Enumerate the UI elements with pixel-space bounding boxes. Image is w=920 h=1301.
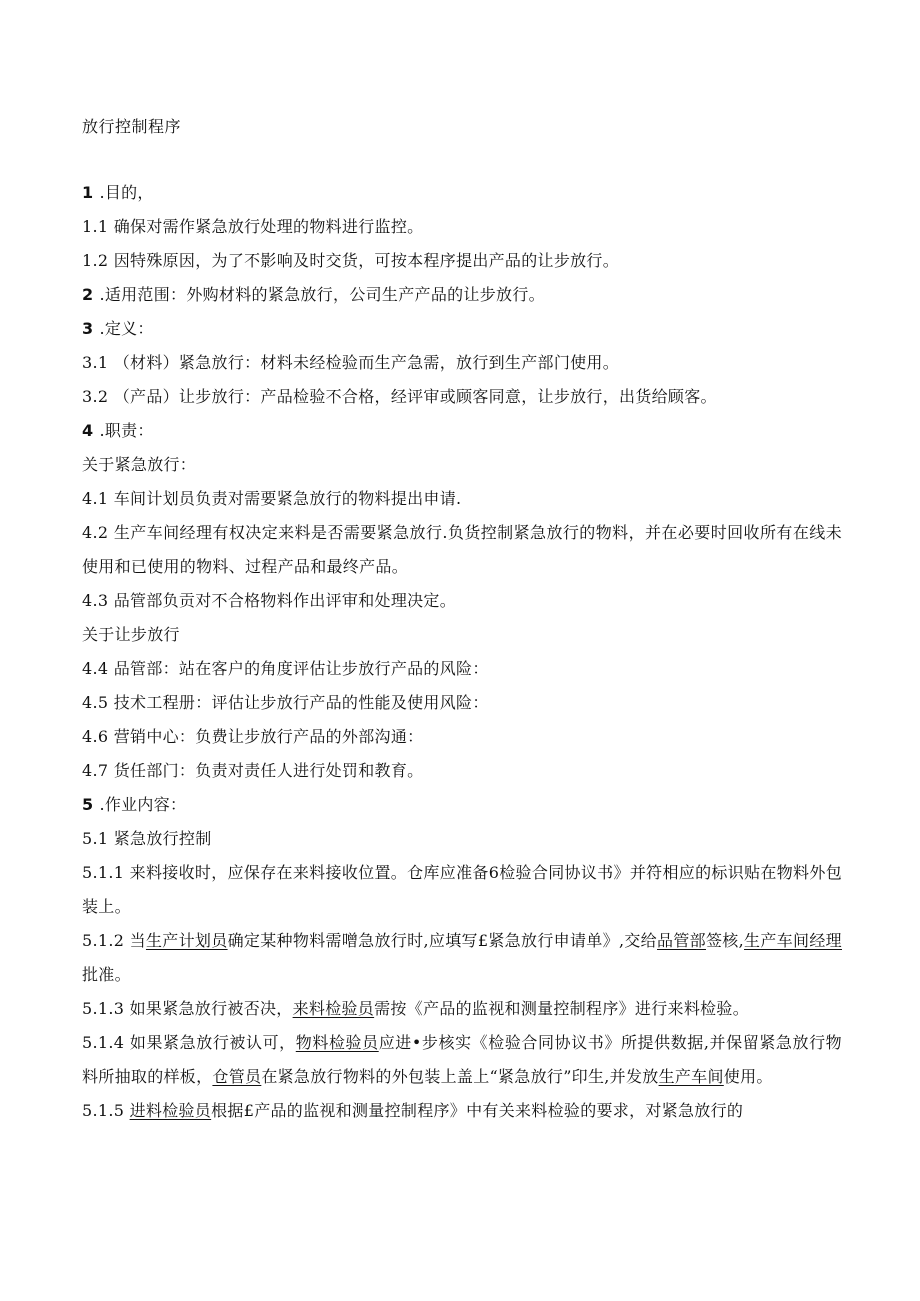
role-workshop-manager: 生产车间经理: [744, 931, 842, 950]
item-4-3: 4.3 品管部负贡对不合格物料作出评审和处理决定。: [82, 591, 457, 610]
role-material-inspector: 物料检验员: [295, 1033, 379, 1052]
item-5-1-4: [82, 1026, 842, 1094]
item-5-1-5: [82, 1094, 842, 1128]
item-3-1: 3.1 （材料）紧急放行：材料未经检验而生产急需，放行到生产部门使用。: [82, 353, 620, 372]
item-3-2: 3.2 （产品）让步放行：产品检验不合格，经评审或顾客同意，让步放行，出货给顾客。: [82, 387, 717, 406]
section-number: 5: [82, 795, 94, 814]
text-run: 确定某种物料需噌急放行时,应填写£紧急放行申请单》,交给: [227, 931, 657, 950]
section-number: 1: [82, 183, 94, 202]
section-5-heading: [82, 788, 842, 822]
item-5-1-3: [82, 992, 842, 1026]
text-run: 应进•步核实《检验合同协议书》所提供数据,并保留紧急放行物料所抽取的样板，: [82, 1033, 842, 1086]
text-run: 需按《产品的监视和测量控制程序》进行来料检验。: [374, 999, 750, 1018]
text-run: 5.1.5: [82, 1101, 130, 1120]
text-run: 批准。: [82, 965, 131, 984]
section-2-heading: [82, 278, 842, 312]
section-text: .职责：: [99, 421, 154, 440]
item-1-1: 1.1 确保对需作紧急放行处理的物料进行监控。: [82, 217, 424, 236]
text-run: 根据£产品的监视和测量控制程序》中有关来料检验的要求，对紧急放行的: [211, 1101, 744, 1120]
role-qc-dept: 品管部: [657, 931, 706, 950]
text-run: 5.1.4 如果紧急放行被认可，: [82, 1033, 296, 1052]
section-number: 4: [82, 421, 94, 440]
document-page: [82, 116, 842, 1128]
section-4-heading: [82, 414, 842, 448]
role-incoming-material-inspector: 进料检验员: [129, 1101, 212, 1120]
role-workshop: 生产车间: [658, 1067, 724, 1086]
text-run: 签核,: [705, 931, 745, 950]
role-incoming-inspector: 来料检验员: [292, 999, 375, 1018]
item-5-1-1: 5.1.1 来料接收时，应保存在来料接收位置。仓库应准备6检验合同协议书》并符相应的标识贴在物料外包装上。: [82, 863, 842, 916]
item-4-6: 4.6 营销中心：负费让步放行产品的外部沟通：: [82, 727, 424, 746]
section-1-heading: [82, 176, 842, 210]
item-4-2: 4.2 生产车间经理有权决定来料是否需要紧急放行.负货控制紧急放行的物料，并在必要时回收所有在线未使用和已使用的物料、过程产品和最终产品。: [82, 523, 842, 576]
item-1-2: 1.2 因特殊原因，为了不影响及时交货，可按本程序提出产品的让步放行。: [82, 251, 620, 270]
item-5-1-2: [82, 924, 842, 992]
item-4-1: 4.1 车间计划员负责对需要紧急放行的物料提出申请.: [82, 489, 462, 508]
item-4-5: 4.5 技术工程册：评估让步放行产品的性能及使用风险：: [82, 693, 489, 712]
section-number: 3: [82, 319, 94, 338]
item-4-7: 4.7 货任部门：负责对责任人进行处罚和教育。: [82, 761, 424, 780]
role-planner: 生产计划员: [145, 931, 228, 950]
subheading-urgent: 关于紧急放行：: [82, 455, 197, 474]
section-number: 2: [82, 285, 94, 304]
section-text: .定义：: [99, 319, 154, 338]
item-4-4: 4.4 品管部：站在客户的角度评估让步放行产品的风险：: [82, 659, 489, 678]
item-5-1: 5.1 紧急放行控制: [82, 829, 212, 848]
section-text: .目的，: [99, 183, 154, 202]
document-title: 放行控制程序: [82, 117, 182, 136]
text-run: 使用。: [723, 1067, 773, 1086]
section-text: .适用范围：外购材料的紧急放行，公司生产产品的让步放行。: [99, 285, 545, 304]
text-run: 5.1.3 如果紧急放行被否决，: [82, 999, 293, 1018]
text-run: 5.1.2 当: [82, 931, 146, 950]
text-run: 在紧急放行物料的外包装上盖上“紧急放行”印生,并发放: [261, 1067, 659, 1086]
section-text: .作业内容：: [99, 795, 187, 814]
role-warehouse-keeper: 仓管员: [212, 1067, 262, 1086]
section-3-heading: [82, 312, 842, 346]
subheading-concession: 关于让步放行: [82, 625, 180, 644]
